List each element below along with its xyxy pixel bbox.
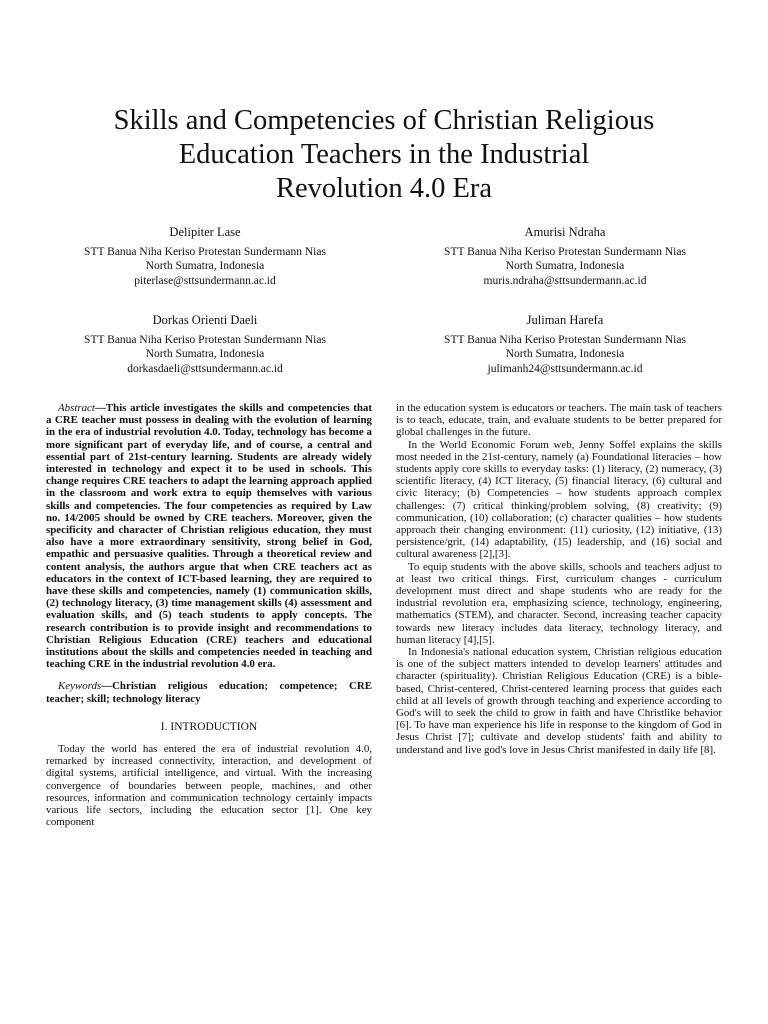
keywords bbox=[46, 680, 372, 704]
author-affiliation: STT Banua Niha Keriso Protestan Sundermann Nias bbox=[444, 333, 686, 346]
author-affiliation: STT Banua Niha Keriso Protestan Sundermann Nias bbox=[84, 333, 326, 346]
abstract-label: Abstract bbox=[58, 402, 95, 414]
keywords-text: —Christian religious education; competence; CRE teacher; skill; technology literacy bbox=[46, 680, 372, 705]
section-title-initial: I bbox=[170, 720, 175, 733]
title-line-1: Skills and Competencies of Christian Religious bbox=[113, 105, 655, 136]
author-block-1 bbox=[40, 225, 370, 288]
abstract-text: —This article investigates the skills and competencies that a CRE teacher must possess in dealing with the evolution of learning in the era of industrial revolution 4.0. Today, technology has become a more significant part of everyday life, and of course, a central and essential part of 21st-century learning. Students are already widely interested in technology and expect it to be used in schools. This change requires CRE teachers to adapt the learning approach applied in the classroom and work extra to equip themselves with various skills and competencies. The four competencies as required by Law no. 14/2005 should be owned by CRE teachers. Moreover, given the specificity and character of Christian religious education, they must also have a more extraordinary sensitivity, strong belief in God, empathic and persuasive qualities. Through a theoretical review and content analysis, the authors argue that when CRE teachers act as educators in the context of ICT-based learning, they are required to have these skills and competencies, namely (1) communication skills, (2) technology literacy, (3) time management skills (4) assessment and evaluation skills, and (5) teach students to apply concepts. The research contribution is to provide insight and recommendations to Christian Religious Education (CRE) teachers and educational institutions about the skills and competencies needed in teaching and teaching CRE in the industrial revolution 4.0 era. bbox=[46, 402, 372, 671]
author-affiliation: STT Banua Niha Keriso Protestan Sundermann Nias bbox=[84, 245, 326, 258]
title-line-3: Revolution 4.0 Era bbox=[275, 173, 493, 204]
abstract bbox=[46, 402, 372, 670]
author-location: North Sumatra, Indonesia bbox=[145, 260, 265, 272]
author-block-3 bbox=[40, 313, 370, 376]
author-location: North Sumatra, Indonesia bbox=[145, 348, 265, 360]
body-paragraph: To equip students with the above skills, schools and teachers adjust to at least two critical things. First, curriculum changes - curriculum development must direct and shape students who are ready for the industrial revolution era, emphasizing science, technology, engineering, mathematics (STEM), and character. Second, increasing teacher capacity towards new literacy includes data literacy, technology literacy, and human literacy [4],[5]. bbox=[396, 560, 722, 646]
author-name: Amurisi Ndraha bbox=[524, 225, 606, 239]
body-paragraph: In the World Economic Forum web, Jenny Soffel explains the skills most needed in the 21st-century, namely (a) Foundational literacies – how students apply core skills to everyday tasks: (1) literacy, (2) numeracy, (3) scientific literacy, (4) ICT literacy, (5) financial literacy, (6) cultural and civic literacy; (b) Competencies – how students approach complex challenges: (7) critical thinking/problem solving, (8) creativity; (9) communication, (10) collaboration; (c) character qualities – how students approach their changing environment: (11) curiosity, (12) initiative, (13) persistence/grit, (14) adaptability, (15) leadership, and (16) social and cultural awareness [2],[3]. bbox=[396, 438, 722, 561]
author-name: Juliman Harefa bbox=[526, 313, 604, 327]
author-location: North Sumatra, Indonesia bbox=[505, 348, 625, 360]
author-block-2 bbox=[400, 225, 730, 288]
body-paragraph: in the education system is educators or teachers. The main task of teachers is to teach, educate, train, and evaluate students to be better prepared for global challenges in the future. bbox=[396, 402, 722, 439]
keywords-label: Keywords bbox=[58, 680, 102, 693]
section-number: I. bbox=[160, 720, 168, 733]
author-affiliation: STT Banua Niha Keriso Protestan Sundermann Nias bbox=[444, 245, 686, 258]
paper-title bbox=[60, 104, 708, 206]
left-column bbox=[46, 402, 372, 829]
body-paragraph: Today the world has entered the era of industrial revolution 4.0, remarked by increased connectivity, interaction, and development of digital systems, artificial intelligence, and virtual. With the increasing convergence of boundaries between people, machines, and other resources, information and communication technology certainly impacts various life sectors, including the education sector [1]. One key component bbox=[46, 743, 372, 829]
section-heading-introduction bbox=[46, 721, 372, 733]
author-name: Delipiter Lase bbox=[169, 225, 241, 239]
author-email: muris.ndraha@sttsundermann.ac.id bbox=[483, 274, 647, 287]
author-name: Dorkas Orienti Daeli bbox=[152, 313, 258, 327]
author-email: piterlase@sttsundermann.ac.id bbox=[134, 274, 276, 287]
author-email: dorkasdaeli@sttsundermann.ac.id bbox=[127, 362, 283, 375]
right-column bbox=[396, 402, 722, 756]
body-paragraph: In Indonesia's national education system, Christian religious education is one of the subject matters intended to develop learners' attitudes and character (spirituality). Christian Religious Education (CRE) is a bible-based, Christ-centered, Christ-centered learning process that guides each child at all levels of growth through teaching and experience according to God's will to seek the child to grow in faith and have Christlike behavior [6]. To have man experience his life in response to the kingdom of God in Jesus Christ [7]; cultivate and develop students' faith and ability to understand and live god's love in Jesus Christ manifested in daily life [8]. bbox=[396, 646, 722, 756]
author-block-4 bbox=[400, 313, 730, 376]
section-title-rest: NTRODUCTION bbox=[174, 720, 258, 733]
title-line-2: Education Teachers in the Industrial bbox=[178, 139, 590, 170]
author-location: North Sumatra, Indonesia bbox=[505, 260, 625, 272]
author-email: julimanh24@sttsundermann.ac.id bbox=[487, 362, 643, 375]
